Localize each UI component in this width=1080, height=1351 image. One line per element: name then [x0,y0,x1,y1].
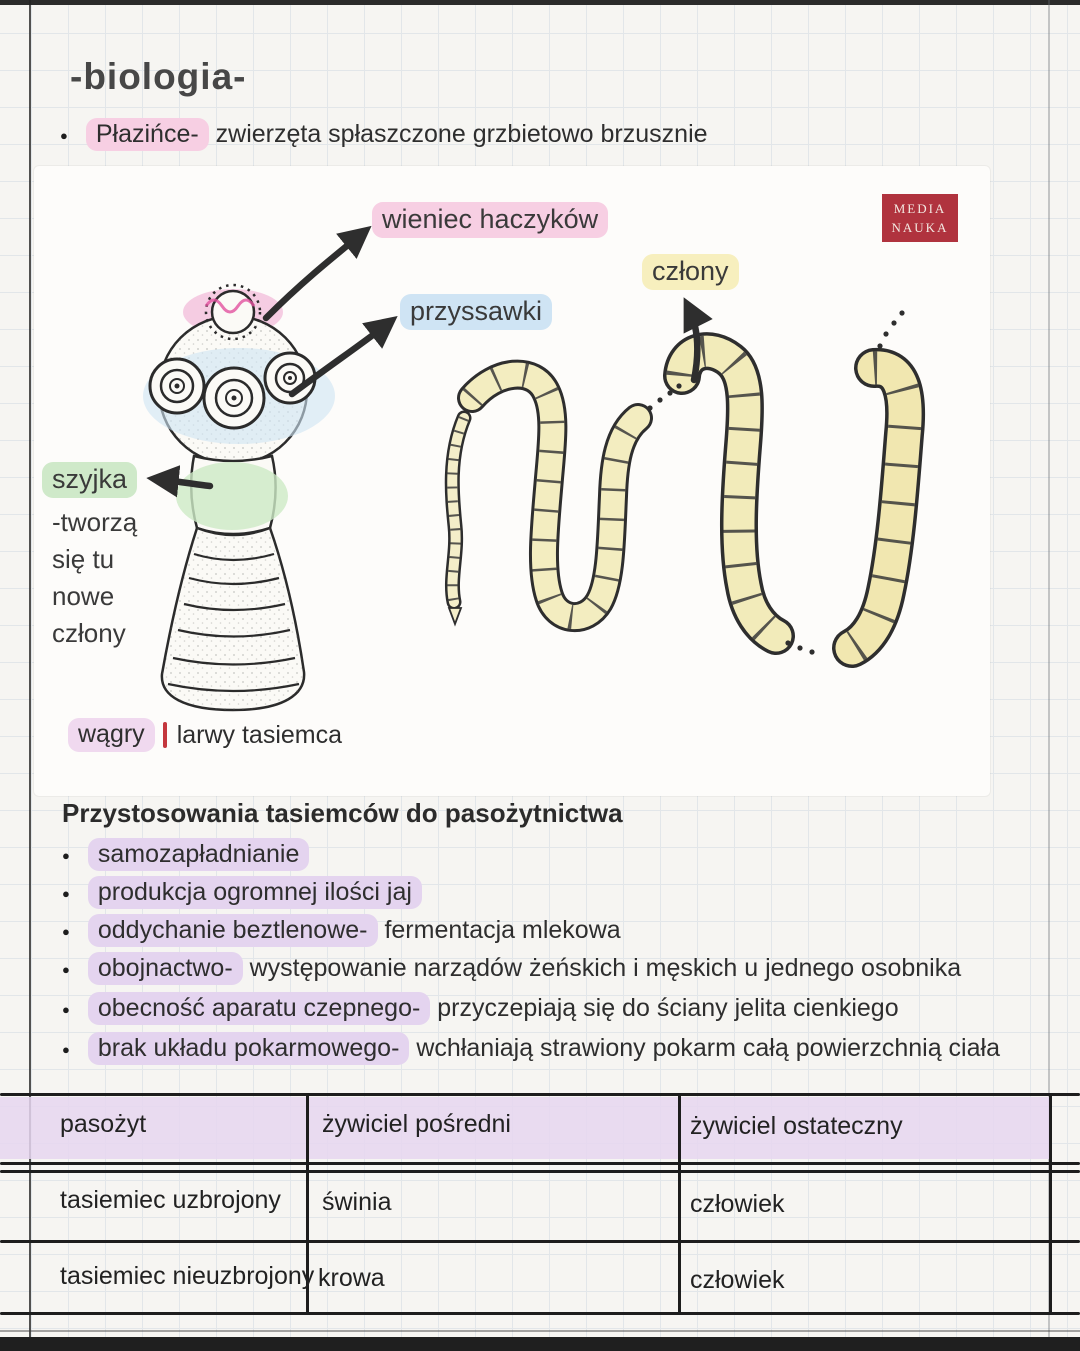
page-bottom-edge [0,1337,1080,1351]
table-rule [0,1093,1080,1096]
item-highlight: samozapładnianie [88,838,310,871]
proglottid-chain-left [472,375,638,618]
table-header-cell: żywiciel ostateczny [690,1112,903,1140]
list-item [62,840,309,869]
table-cell: świnia [322,1188,392,1216]
list-item [62,954,961,983]
table-cell: człowiek [690,1190,785,1218]
table-cell: krowa [318,1264,385,1292]
bullet-icon [62,992,70,1021]
glossary-line [68,718,342,752]
logo-line1: MEDIA [893,200,947,216]
intro-term: Płazińce- [86,118,209,151]
label-hooks: wieniec haczyków [372,202,608,238]
media-nauka-logo [882,194,958,242]
neck-note-line: nowe [52,581,115,611]
neck-note-line: się tu [52,544,115,574]
table-rule [0,1312,1080,1315]
list-item [62,1034,1000,1063]
bullet-icon [62,914,70,943]
red-tick-icon [163,722,167,748]
proglottid-chain-middle [682,351,776,636]
bullet-icon [62,838,70,867]
table-header-cell: żywiciel pośredni [322,1110,511,1138]
tapeworm-drawing [34,166,990,796]
page-title: -biologia- [70,56,247,97]
table-rule [0,1240,1080,1243]
arrow-to-hooks-label [266,232,364,318]
table-cell: człowiek [690,1266,785,1294]
proglottid-chain-right [852,368,905,648]
table-rule [0,1170,1080,1173]
list-item [62,994,899,1023]
item-rest: fermentacja mlekowa [377,916,621,944]
bullet-icon [62,952,70,981]
table-rule [1049,1093,1052,1315]
neck-note-line: człony [52,618,126,648]
label-segments: człony [642,254,739,290]
neck-note [52,504,137,652]
sucker-left [150,359,204,413]
table-header-cell: pasożyt [60,1110,147,1138]
table-cell: tasiemiec nieuzbrojony [60,1262,315,1290]
intro-line [60,120,708,149]
table-cell: tasiemiec uzbrojony [60,1186,281,1214]
item-rest: występowanie narządów żeńskich i męskich u jednego osobnika [242,954,962,982]
table-rule [0,1162,1080,1165]
item-highlight: produkcja ogromnej ilości jaj [88,876,422,909]
adaptations-heading: Przystosowania tasiemców do pasożytnictwa [62,798,623,828]
item-highlight: obojnactwo- [88,952,243,985]
table-rule [678,1093,681,1315]
glossary-definition: larwy tasiemca [176,720,343,749]
label-suckers: przyssawki [400,294,552,330]
neck-note-line: -tworzą [52,507,138,537]
bullet-icon [62,876,70,905]
sucker-middle [204,368,264,428]
tapeworm-diagram [34,166,990,796]
bullet-icon [60,118,68,147]
label-neck: szyjka [42,462,137,498]
item-highlight: oddychanie beztlenowe- [88,914,378,947]
intro-rest: zwierzęta spłaszczone grzbietowo brzusznie [208,120,708,148]
item-highlight: brak układu pokarmowego- [88,1032,410,1065]
item-rest: przyczepiają się do ściany jelita cienkiego [430,994,899,1022]
list-item [62,878,422,907]
scolex-drawing [143,285,335,710]
page-top-edge [0,0,1080,5]
neck-highlight [176,462,288,530]
list-item [62,916,621,945]
table-rule [0,1330,1080,1332]
bullet-icon [62,1032,70,1061]
item-rest: wchłaniają strawiony pokarm całą powierzchnią ciała [409,1034,1000,1062]
glossary-term: wągry [68,718,155,752]
proglottid-chain-small [449,418,464,624]
logo-line2: NAUKA [891,220,949,235]
item-highlight: obecność aparatu czepnego- [88,992,430,1025]
